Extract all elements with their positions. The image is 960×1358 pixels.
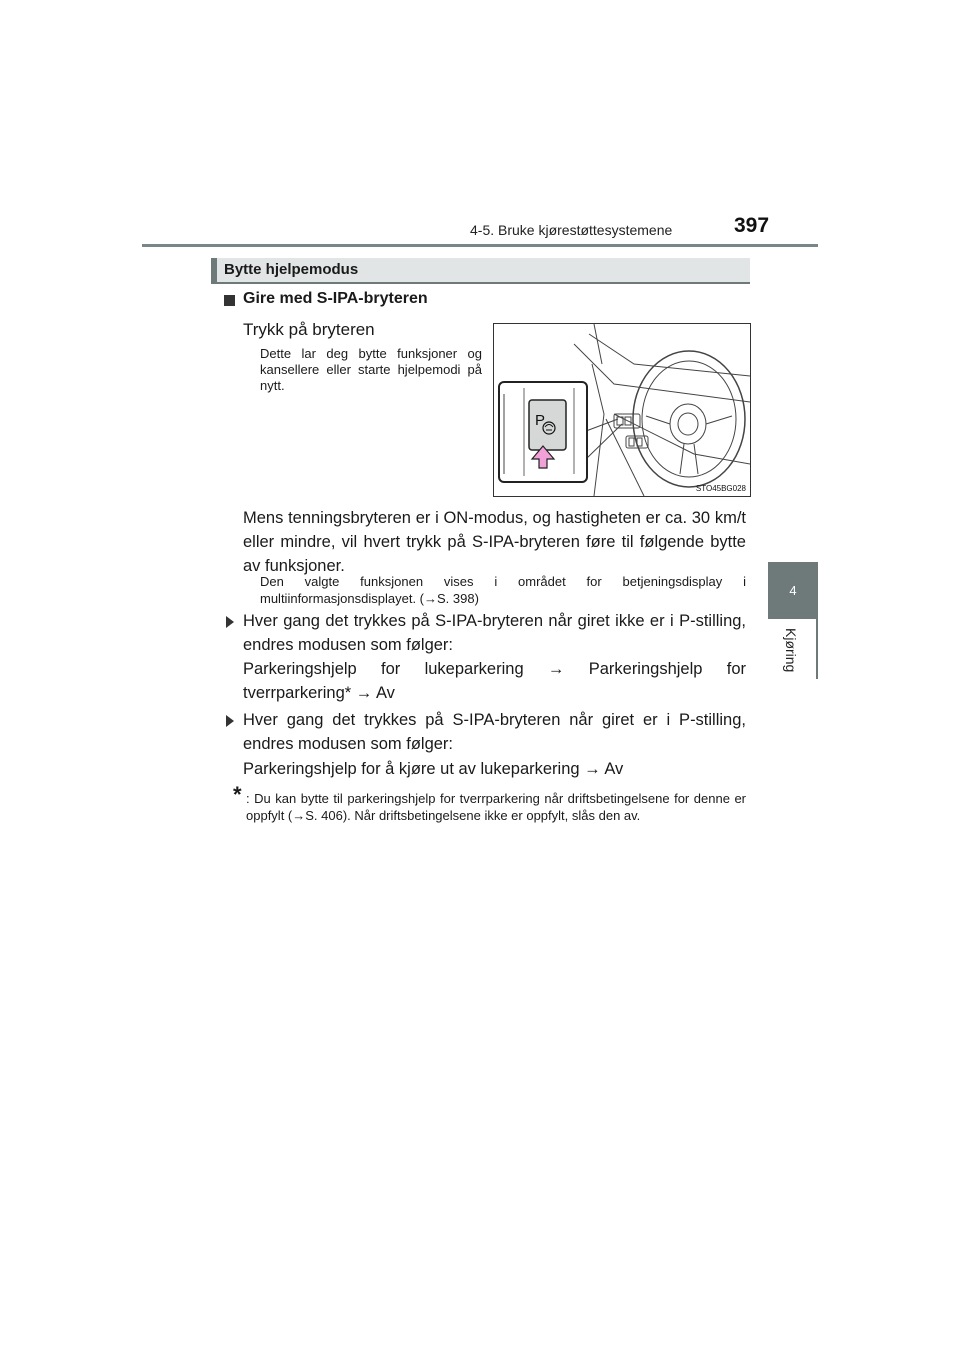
dashboard-illustration	[494, 324, 750, 496]
figure-code: STO45BG028	[695, 484, 746, 493]
subheading: Gire med S-IPA-bryteren	[243, 290, 428, 307]
chapter-number: 4	[789, 583, 797, 598]
section-bar-accent	[211, 258, 217, 284]
header-rule	[142, 244, 818, 247]
bullet-not-park-sequence: Parkeringshjelp for lukeparkering → Parkeringshjelp for tverrparkering* → Av	[243, 660, 746, 702]
section-title: Bytte hjelpemodus	[224, 261, 359, 278]
triangle-bullet-icon	[226, 616, 234, 628]
bullet-park-sequence: Parkeringshjelp for å kjøre ut av lukeparkering → Av	[243, 760, 624, 778]
footnote-mark: *	[233, 782, 242, 807]
chapter-tab-rule	[816, 619, 818, 679]
step-instruction: Trykk på bryteren	[243, 320, 375, 339]
switch-letter: P	[535, 412, 546, 429]
chapter-tab	[768, 562, 818, 619]
paragraph-speed-condition: Mens tenningsbryteren er i ON-modus, og hastigheten er ca. 30 km/t eller mindre, vil hvert trykk på S-IPA-bryteren føre til følgende bytte av funksjoner.	[243, 509, 746, 575]
bullet-park-text: Hver gang det trykkes på S-IPA-bryteren når giret er i P-stilling, endres modusen som følger:	[243, 711, 746, 753]
bullet-not-park-text: Hver gang det trykkes på S-IPA-bryteren når giret ikke er i P-stilling, endres modusen som følger:	[243, 612, 746, 654]
paragraph-display-note: Den valgte funksjonen vises i området for betjeningsdisplay i multiinformasjonsdisplayet. (→S. 398)	[260, 574, 746, 606]
footnote-text: : Du kan bytte til parkeringshjelp for tverrparkering når driftsbetingelsene for denne er oppfylt (→S. 406). Når driftsbetingelsene ikke er oppfylt, slås den av.	[246, 791, 746, 823]
switch-figure	[493, 323, 751, 497]
running-header-section: 4-5. Bruke kjørestøttesystemene	[470, 222, 673, 238]
square-bullet-icon	[224, 295, 235, 306]
chapter-label: Kjøring	[783, 628, 799, 673]
page-number: 397	[734, 214, 770, 237]
triangle-bullet-icon	[226, 715, 234, 727]
step-note: Dette lar deg bytte funksjoner og kansellere eller starte hjelpemodi på nytt.	[260, 346, 482, 393]
